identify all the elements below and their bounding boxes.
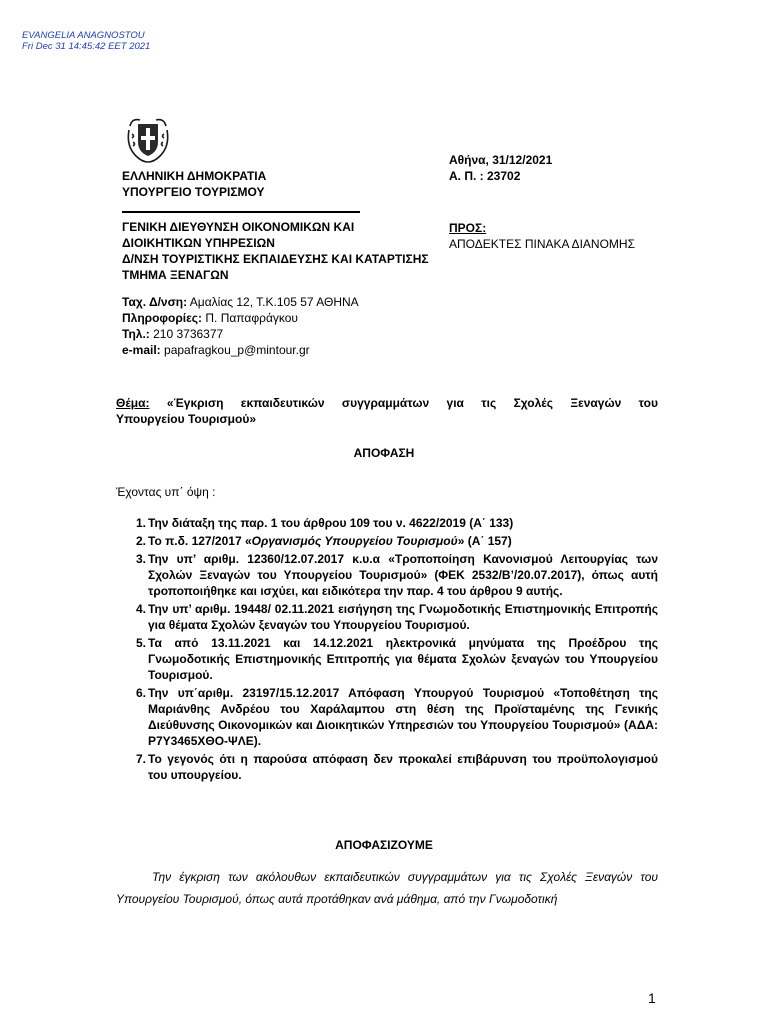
legal-basis-list bbox=[116, 515, 658, 785]
page-number: 1 bbox=[648, 990, 656, 1006]
recipients-block bbox=[449, 220, 635, 252]
digital-signature bbox=[22, 30, 150, 52]
list-item: 6. Την υπ΄αριθμ. 23197/15.12.2017 Απόφαση Υπουργού Τουρισμού «Τοποθέτηση της Μαριάνθης Ανδρέου του Χαράλαμπου στη θέση της Προϊσταμένης της Γενικής Διεύθυνσης Οικονομικών και Διοικητικών Υπηρεσιών του Υπουργείου Τουρισμού» (ΑΔΑ: Ρ7Υ3465ΧΘΟ-ΨΛΕ). bbox=[136, 686, 658, 748]
decide-paragraph: Την έγκριση των ακόλουθων εκπαιδευτικών συγγραμμάτων για τις Σχολές Ξεναγών του Υπουργείου Τουρισμού, όπως αυτά προτάθηκαν ανά μάθημα, από την Γνωμοδοτική bbox=[116, 870, 658, 906]
phone-label: Τηλ.: bbox=[122, 327, 150, 341]
list-item: 4. Την υπ’ αριθμ. 19448/ 02.11.2021 εισήγηση της Γνωμοδοτικής Επιστημονικής Επιτροπής για θέματα Σχολών ξεναγών του Υπουργείου Τουρισμού. bbox=[136, 602, 658, 632]
subject-label: Θέμα: bbox=[116, 396, 150, 410]
issuer-block bbox=[122, 168, 266, 200]
address-label: Ταχ. Δ/νση: bbox=[122, 295, 188, 309]
email-line bbox=[122, 342, 359, 358]
info-line bbox=[122, 310, 359, 326]
address-line bbox=[122, 294, 359, 310]
phone-line bbox=[122, 326, 359, 342]
recipients-value: ΑΠΟΔΕΚΤΕΣ ΠΙΝΑΚΑ ΔΙΑΝΟΜΗΣ bbox=[449, 237, 635, 251]
department-line-3: Δ/ΝΣΗ ΤΟΥΡΙΣΤΙΚΗΣ ΕΚΠΑΙΔΕΥΣΗΣ ΚΑΙ ΚΑΤΑΡΤΙΣΗΣ bbox=[122, 252, 429, 266]
considering-heading: Έχοντας υπ΄ όψη : bbox=[116, 485, 216, 499]
list-item: 5. Τα από 13.11.2021 και 14.12.2021 ηλεκτρονικά μηνύματα της Προέδρου της Γνωμοδοτικής Επιστημονικής Επιτροπής για θέματα Σχολών ξεναγών του Υπουργείου Τουρισμού. bbox=[136, 636, 658, 682]
department-line-1: ΓΕΝΙΚΗ ΔΙΕΥΘΥΝΣΗ ΟΙΚΟΝΟΜΙΚΩΝ ΚΑΙ bbox=[122, 220, 355, 234]
signature-name: EVANGELIA ANAGNOSTOU bbox=[22, 30, 145, 41]
subject-text-1: «Έγκριση εκπαιδευτικών συγγραμμάτων για τις Σχολές Ξεναγών του bbox=[149, 396, 658, 410]
department-line-4: ΤΜΗΜΑ ΞΕΝΑΓΩΝ bbox=[122, 268, 229, 282]
list-item: 2. Το π.δ. 127/2017 «Οργανισμός Υπουργείου Τουρισμού» (Α΄ 157) bbox=[136, 534, 512, 548]
header-divider bbox=[122, 211, 360, 213]
list-item: 1. Την διάταξη της παρ. 1 του άρθρου 109 του ν. 4622/2019 (Α΄ 133) bbox=[136, 516, 514, 530]
list-item: 7. Το γεγονός ότι η παρούσα απόφαση δεν προκαλεί επιβάρυνση του προϋπολογισμού του υπουργείου. bbox=[136, 752, 658, 782]
department-line-2: ΔΙΟΙΚΗΤΙΚΩΝ ΥΠΗΡΕΣΙΩΝ bbox=[122, 236, 275, 250]
info-label: Πληροφορίες: bbox=[122, 311, 203, 325]
decision-title: ΑΠΟΦΑΣΗ bbox=[353, 446, 415, 460]
subject-line-1 bbox=[116, 395, 658, 411]
department-block bbox=[122, 219, 429, 283]
info-value: Π. Παπαφράγκου bbox=[202, 311, 298, 325]
email-value: papafragkou_p@mintour.gr bbox=[160, 343, 310, 357]
decide-title: ΑΠΟΦΑΣΙΖΟΥΜΕ bbox=[335, 838, 433, 852]
list-item: 3. Την υπ’ αριθμ. 12360/12.07.2017 κ.υ.α «Τροποποίηση Κανονισμού Λειτουργίας των Σχολών Ξεναγών του Υπουργείου Τουρισμού» (ΦΕΚ 2532/Β’/20.07.2017), όπως αυτή τροποποιήθηκε και ισχύει, και ειδικότερα την παρ. 4 του άρθρου 9 αυτής. bbox=[136, 552, 658, 598]
protocol-number: Α. Π. : 23702 bbox=[449, 169, 521, 183]
ministry-name: ΥΠΟΥΡΓΕΙΟ ΤΟΥΡΙΣΜΟΥ bbox=[122, 185, 265, 199]
email-label: e-mail: bbox=[122, 343, 161, 357]
contact-block bbox=[122, 294, 359, 358]
subject-text-2: Υπουργείου Τουρισμού» bbox=[116, 412, 256, 426]
phone-value: 210 3736377 bbox=[149, 327, 224, 341]
country-name: ΕΛΛΗΝΙΚΗ ΔΗΜΟΚΡΑΤΙΑ bbox=[122, 169, 267, 183]
signature-date: Fri Dec 31 14:45:42 EET 2021 bbox=[22, 41, 151, 52]
date-line: Αθήνα, 31/12/2021 bbox=[449, 153, 553, 167]
greek-coat-of-arms-icon bbox=[124, 116, 172, 164]
document-meta bbox=[449, 152, 552, 184]
address-value: Αμαλίας 12, Τ.Κ.105 57 ΑΘΗΝΑ bbox=[187, 295, 359, 309]
to-label: ΠΡΟΣ: bbox=[449, 221, 487, 235]
